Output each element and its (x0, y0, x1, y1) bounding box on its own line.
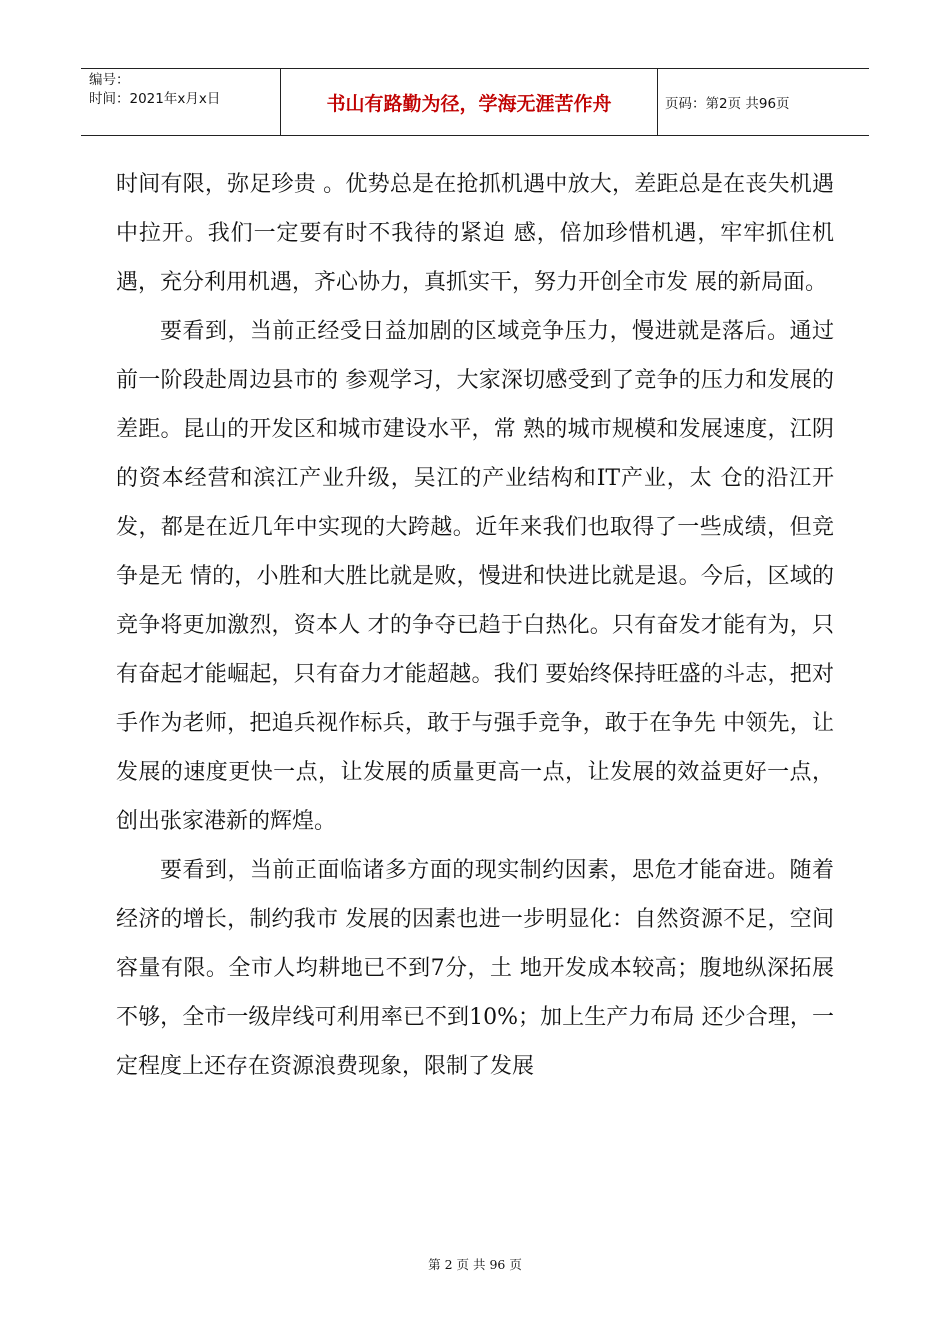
header-page-number: 页码：第2页 共96页 (665, 96, 790, 112)
header-meta (81, 69, 281, 135)
paragraph-2: 要看到，当前正经受日益加剧的区域竞争压力，慢进就是落后。通过前一阶段赴周边县市的 参观学习，大家深切感受到了竞争的压力和发展的差距。昆山的开发区和城市建设水平，常 熟的城市规模和发展速度，江阴的资本经营和滨江产业升级，吴江的产业结构和IT产业，太 仓的沿江开发，都是在近几年中实现的大跨越。近年来我们也取得了一些成绩，但竞争是无 情的，小胜和大胜比就是败，慢进和快进比就是退。今后，区域的竞争将更加激烈，资本人 才的争夺已趋于白热化。只有奋发才能有为，只有奋起才能崛起，只有奋力才能超越。我们 要始终保持旺盛的斗志，把对手作为老师，把追兵视作标兵，敢于与强手竞争，敢于在争先 中领先，让发展的速度更快一点，让发展的质量更高一点，让发展的效益更好一点，创出张家港新的辉煌。 (116, 319, 834, 834)
header-motto: 书山有路勤为径，学海无涯苦作舟 (281, 69, 658, 135)
document-body (116, 160, 834, 1091)
paragraph-3: 要看到，当前正面临诸多方面的现实制约因素，思危才能奋进。随着经济的增长，制约我市 发展的因素也进一步明显化：自然资源不足，空间容量有限。全市人均耕地已不到7分，土 地开发成本较高；腹地纵深拓展不够，全市一级岸线可利用率已不到10%；加上生产力布局 还少合理，一定程度上还存在资源浪费现象，限制了发展 (116, 858, 834, 1079)
document-date: 时间：2021年x月x日 (89, 91, 221, 107)
page-footer: 第 2 页 共 96 页 (428, 1257, 522, 1272)
document-number: 编号： (89, 72, 130, 88)
paragraph-1: 时间有限，弥足珍贵 。优势总是在抢抓机遇中放大，差距总是在丧失机遇中拉开。我们一定要有时不我待的紧迫 感，倍加珍惜机遇，牢牢抓住机遇，充分利用机遇，齐心协力，真抓实干，努力开创全市发 展的新局面。 (116, 172, 834, 295)
page-header (81, 68, 869, 136)
